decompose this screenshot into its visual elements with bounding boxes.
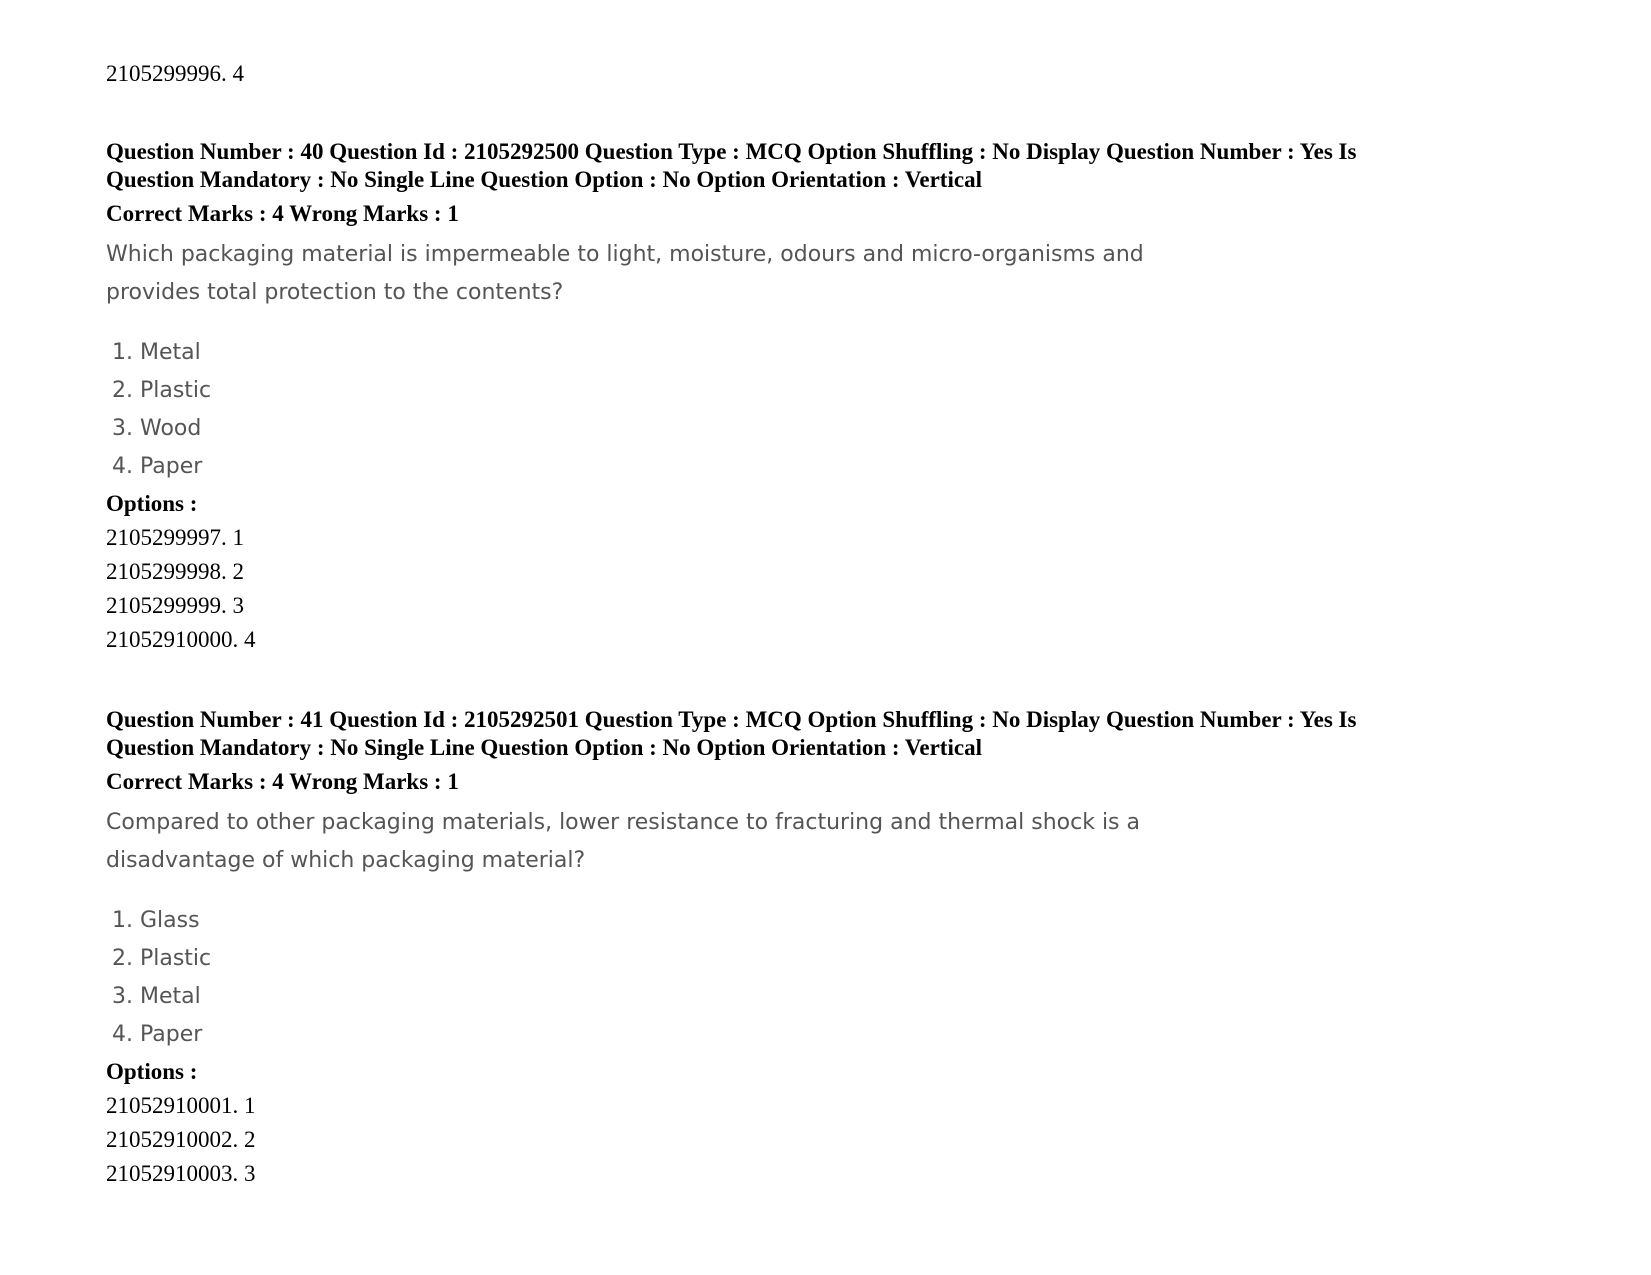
choice-item: 4. Paper	[112, 1022, 203, 1047]
choice-item: 2. Plastic	[112, 946, 212, 971]
option-id: 21052910002. 2	[106, 1127, 256, 1152]
question-header-line-2: Question Mandatory : No Single Line Question Option : No Option Orientation : Vertical	[106, 735, 982, 760]
choice-item: 1. Glass	[112, 908, 200, 933]
choice-item: 2. Plastic	[112, 378, 212, 403]
option-id: 21052910003. 3	[106, 1161, 256, 1186]
previous-option-id: 2105299996. 4	[106, 61, 244, 86]
question-text-line-1: Compared to other packaging materials, lower resistance to fracturing and thermal shock is a	[106, 810, 1140, 835]
question-header-line-2: Question Mandatory : No Single Line Question Option : No Option Orientation : Vertical	[106, 167, 982, 192]
choice-item: 1. Metal	[112, 340, 201, 365]
option-id: 21052910001. 1	[106, 1093, 256, 1118]
option-id: 2105299997. 1	[106, 525, 244, 550]
question-header-line-1: Question Number : 41 Question Id : 2105292501 Question Type : MCQ Option Shuffling : No Display Question Number : Yes Is	[106, 707, 1357, 732]
question-header	[106, 138, 1536, 194]
marks-line: Correct Marks : 4 Wrong Marks : 1	[106, 201, 459, 226]
question-header	[106, 706, 1536, 762]
option-id: 21052910000. 4	[106, 627, 256, 652]
question-text-line-2: provides total protection to the contents?	[106, 280, 564, 305]
option-id: 2105299999. 3	[106, 593, 244, 618]
marks-line: Correct Marks : 4 Wrong Marks : 1	[106, 769, 459, 794]
question-text-line-1: Which packaging material is impermeable to light, moisture, odours and micro-organisms and	[106, 242, 1144, 267]
options-label: Options :	[106, 491, 198, 516]
option-id: 2105299998. 2	[106, 559, 244, 584]
options-label: Options :	[106, 1059, 198, 1084]
question-header-line-1: Question Number : 40 Question Id : 2105292500 Question Type : MCQ Option Shuffling : No Display Question Number : Yes Is	[106, 139, 1357, 164]
choice-item: 3. Metal	[112, 984, 201, 1009]
choice-item: 3. Wood	[112, 416, 202, 441]
question-text-line-2: disadvantage of which packaging material?	[106, 848, 586, 873]
choice-item: 4. Paper	[112, 454, 203, 479]
